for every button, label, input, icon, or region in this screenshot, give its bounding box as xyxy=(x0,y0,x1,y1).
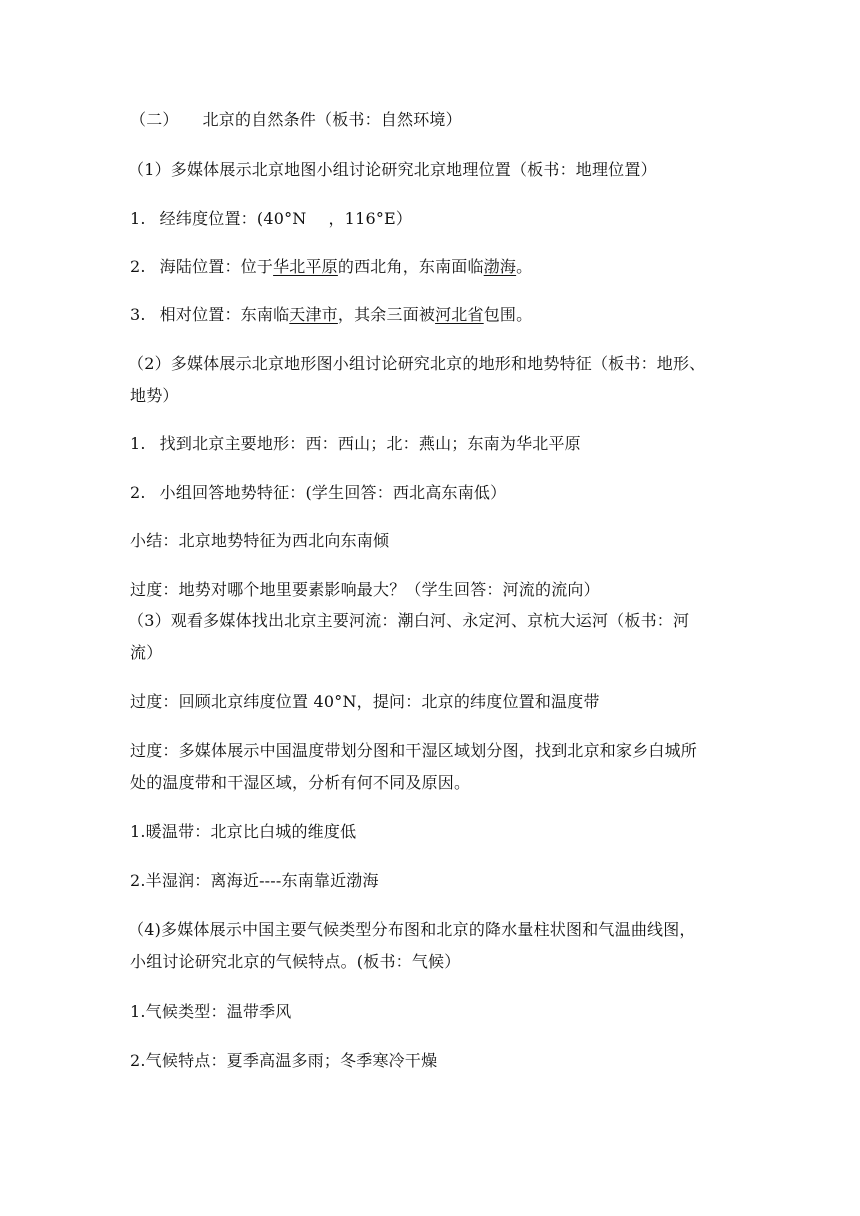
section-title: 北京的自然条件（板书：自然环境） xyxy=(202,110,462,129)
underlined-term: 华北平原 xyxy=(273,257,338,276)
paragraph-4-heading: （4)多媒体展示中国主要气候类型分布图和北京的降水量柱状图和气温曲线图， xyxy=(128,920,696,939)
list-item: 3. 相对位置：东南临天津市，其余三面被河北省包围。 xyxy=(130,305,533,324)
paragraph-2-heading-cont: 地势） xyxy=(130,386,179,405)
underlined-term: 渤海 xyxy=(483,257,517,276)
list-item: 1.暖温带：北京比白城的维度低 xyxy=(130,822,357,841)
list-item: 1. 找到北京主要地形：西：西山；北：燕山；东南为华北平原 xyxy=(130,434,581,453)
transition-line: 过度：地势对哪个地里要素影响最大？（学生回答：河流的流向） xyxy=(130,580,600,599)
paragraph-3-heading-cont: 流） xyxy=(130,643,163,662)
list-item: 2. 小组回答地势特征：(学生回答：西北高东南低） xyxy=(130,483,507,502)
underlined-term: 天津市 xyxy=(289,305,338,324)
list-item: 2.半湿润：离海近----东南靠近渤海 xyxy=(130,871,379,890)
paragraph-4-heading-cont: 小组讨论研究北京的气候特点。(板书：气候） xyxy=(130,952,461,971)
transition-line: 过度：回顾北京纬度位置 40°N，提问：北京的纬度位置和温度带 xyxy=(130,692,600,711)
list-item: 1. 经纬度位置：(40°N ，116°E） xyxy=(130,209,413,228)
paragraph-3-heading: （3）观看多媒体找出北京主要河流：潮白河、永定河、京杭大运河（板书：河 xyxy=(128,611,690,630)
list-item: 2. 海陆位置：位于华北平原的西北角，东南面临渤海。 xyxy=(130,257,533,276)
transition-line-cont: 处的温度带和干湿区域，分析有何不同及原因。 xyxy=(130,773,471,792)
list-item: 1.气候类型：温带季风 xyxy=(130,1002,292,1021)
paragraph-1-heading: （1）多媒体展示北京地图小组讨论研究北京地理位置（板书：地理位置） xyxy=(128,160,657,179)
section-heading xyxy=(130,108,462,132)
transition-line: 过度：多媒体展示中国温度带划分图和干湿区域划分图，找到北京和家乡白城所 xyxy=(130,741,698,760)
list-item: 2.气候特点：夏季高温多雨；冬季寒冷干燥 xyxy=(130,1051,438,1070)
section-number: （二） xyxy=(130,110,179,129)
paragraph-2-heading: （2）多媒体展示北京地形图小组讨论研究北京的地形和地势特征（板书：地形、 xyxy=(128,354,706,373)
summary-line: 小结：北京地势特征为西北向东南倾 xyxy=(130,531,390,550)
underlined-term: 河北省 xyxy=(435,305,484,324)
